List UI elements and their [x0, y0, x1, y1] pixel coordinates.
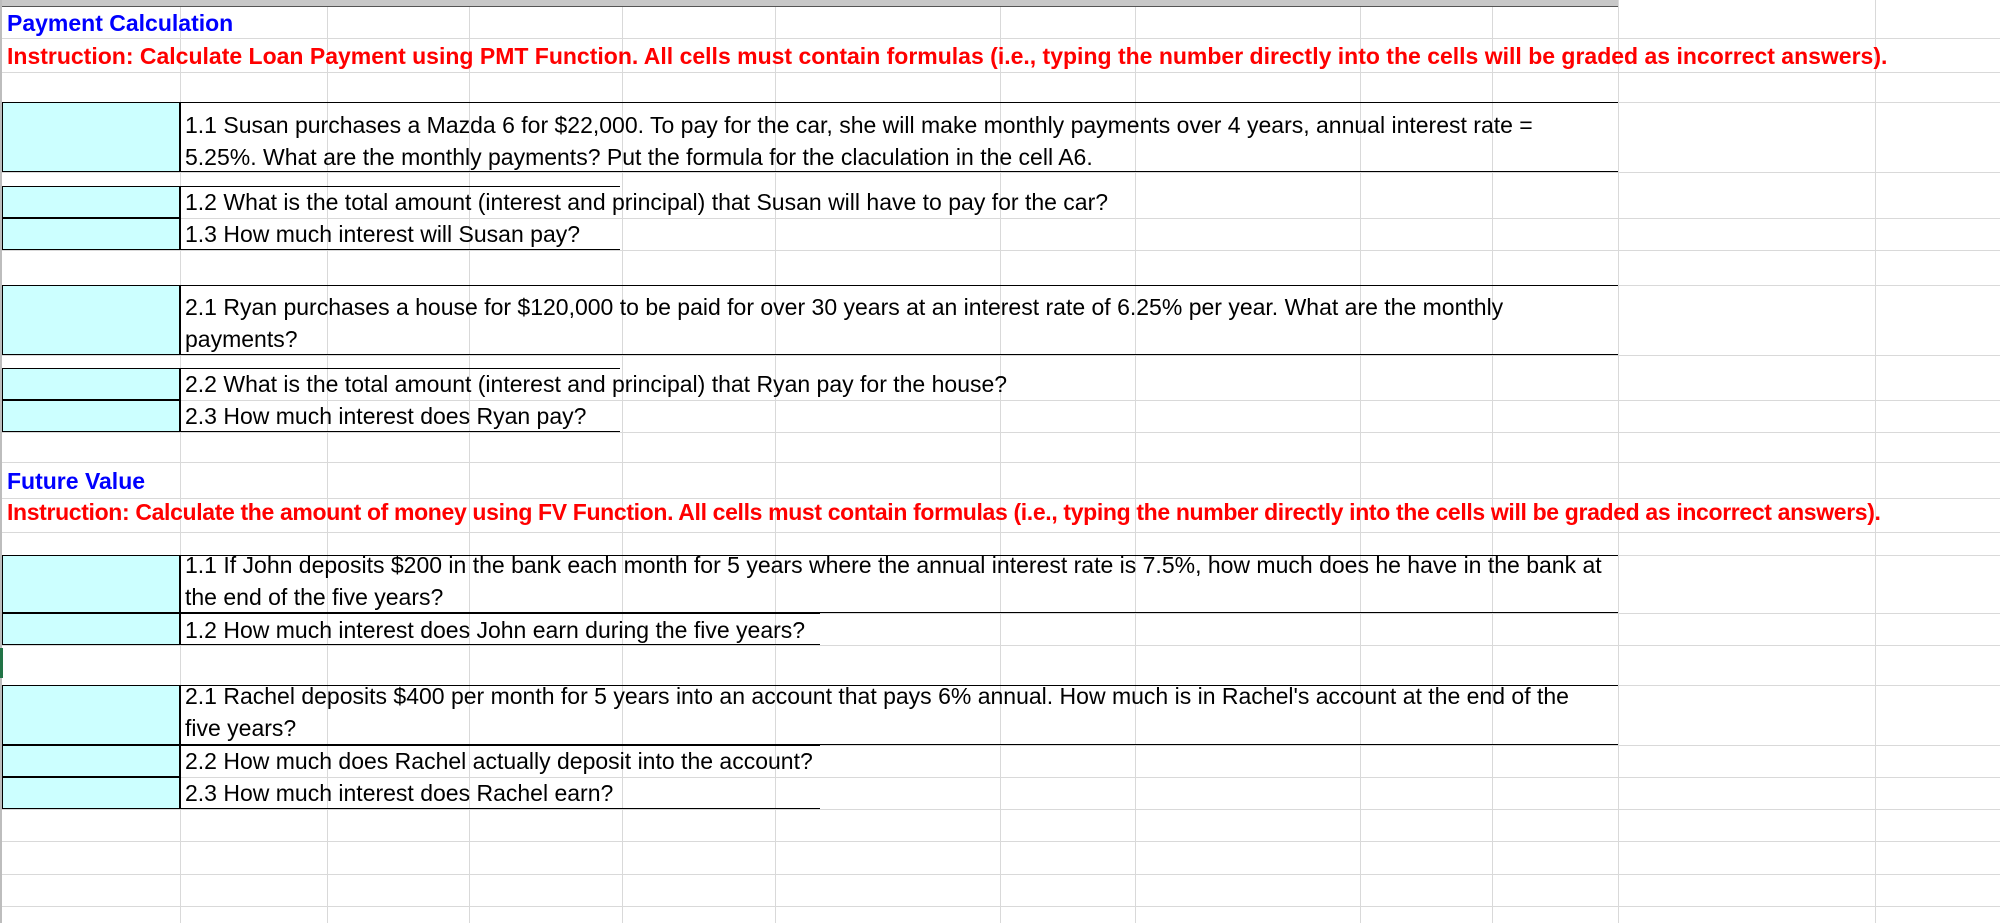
question-fv-2-1: 2.1 Rachel deposits $400 per month for 5 years into an account that pays 6% annual. How much is in Rachel's account at the end of the five years? [185, 683, 1569, 741]
answer-cell-fv-1-1[interactable] [2, 555, 180, 613]
answer-cell-1-1[interactable] [2, 102, 180, 172]
question-1-1: 1.1 Susan purchases a Mazda 6 for $22,000. To pay for the car, she will make monthly payments over 4 years, annual interest rate = 5.25%. What are the monthly payments? Put the formula for the claculation in the cell A6. [185, 112, 1533, 170]
selected-cell-marker [0, 648, 3, 678]
answer-cell-2-3[interactable] [2, 400, 180, 432]
answer-cell-1-2[interactable] [2, 186, 180, 218]
question-2-3: 2.3 How much interest does Ryan pay? [185, 403, 587, 429]
answer-cell-fv-2-3[interactable] [2, 777, 180, 809]
question-2-1: 2.1 Ryan purchases a house for $120,000 to be paid for over 30 years at an interest rate of 6.25% per year. What are the monthly payments? [185, 294, 1504, 352]
question-fv-1-1: 1.1 If John deposits $200 in the bank each month for 5 years where the annual interest rate is 7.5%, how much does he have in the bank at the end of the five years? [185, 552, 1602, 610]
frozen-row-header [0, 0, 1618, 7]
question-1-3: 1.3 How much interest will Susan pay? [185, 221, 581, 247]
answer-cell-2-2[interactable] [2, 368, 180, 400]
question-fv-1-2: 1.2 How much interest does John earn during the five years? [185, 617, 806, 643]
payment-instruction: Instruction: Calculate Loan Payment using PMT Function. All cells must contain formulas (i.e., typing the number directly into the cells will be graded as incorrect answers). [7, 43, 1888, 69]
answer-cell-fv-1-2[interactable] [2, 613, 180, 645]
answer-cell-fv-2-1[interactable] [2, 685, 180, 745]
question-fv-2-3: 2.3 How much interest does Rachel earn? [185, 780, 614, 806]
payment-section-title: Payment Calculation [7, 10, 234, 36]
future-section-title: Future Value [7, 468, 146, 494]
future-instruction: Instruction: Calculate the amount of money using FV Function. All cells must contain formulas (i.e., typing the number directly into the cells will be graded as incorrect answers). [7, 499, 1881, 525]
answer-cell-2-1[interactable] [2, 285, 180, 355]
answer-cell-1-3[interactable] [2, 218, 180, 250]
answer-cell-fv-2-2[interactable] [2, 745, 180, 777]
question-fv-2-2: 2.2 How much does Rachel actually deposit into the account? [185, 748, 813, 774]
question-1-2: 1.2 What is the total amount (interest and principal) that Susan will have to pay for the car? [185, 189, 1109, 215]
question-2-2: 2.2 What is the total amount (interest and principal) that Ryan pay for the house? [185, 371, 1008, 397]
